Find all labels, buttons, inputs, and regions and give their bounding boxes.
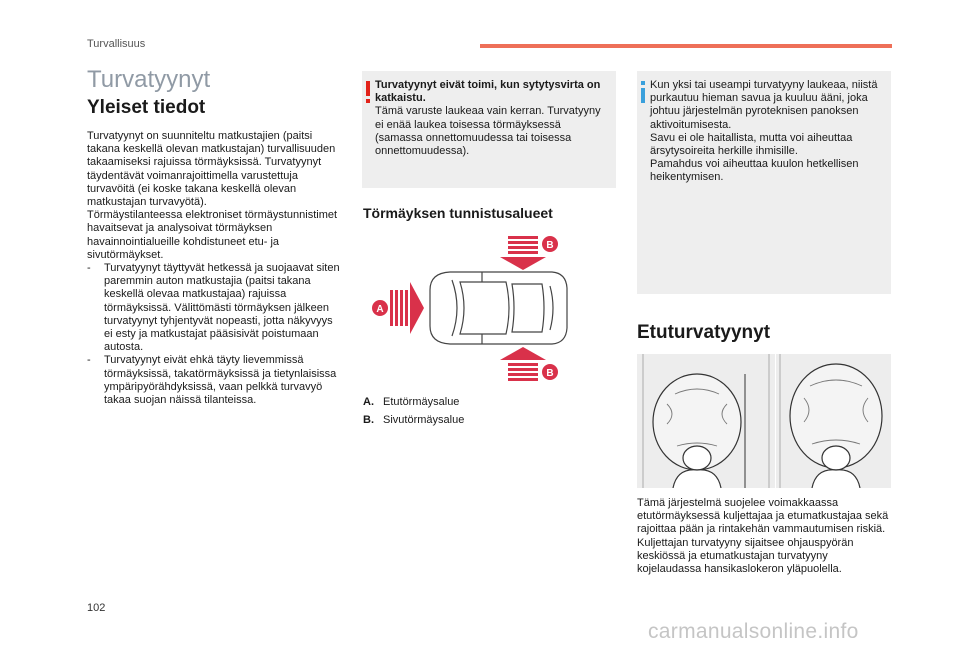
warning-body: Tämä varuste laukeaa vain kerran. Turvatyyny ei enää laukea toisessa törmäyksessä (samassa onnettomuudessa tai toisessa onnettomuudessa).: [375, 105, 601, 158]
general-bullet-1: [87, 262, 342, 354]
warning-bold: Turvatyynyt eivät toimi, kun sytytysvirta on katkaistu.: [375, 79, 601, 105]
zones-heading: Törmäyksen tunnistusalueet: [363, 205, 553, 221]
general-heading: Yleiset tiedot: [87, 97, 206, 118]
section-label: Turvallisuus: [87, 38, 146, 50]
bullet-text: Turvatyynyt eivät ehkä täyty lievemmissä törmäyksissä, takatörmäyksissä ja tietynlaisissa ympäripyörähdyksissä, vaan pelkkä turvavyö takaa suojan näissä tilanteissa.: [104, 354, 337, 407]
info-text-2: Savu ei ole haitallista, mutta voi aiheuttaa ärsytysoireita herkille ihmisille.: [650, 131, 853, 158]
general-paragraph-2: Törmäystilanteessa elektroniset törmäystunnistimet havaitsevat ja analysoivat törmäyksen havainnointialueille kohdistuneet etu- ja sivutörmäykset.: [87, 209, 338, 261]
exclamation-icon: [364, 81, 372, 103]
info-text-3: Pamahdus voi aiheuttaa kuulon hetkellisen heikentymisen.: [650, 158, 859, 184]
general-paragraph-1: Turvatyynyt on suunniteltu matkustajien (paitsi takana keskellä olevan matkustajan) turvallisuuden takaamiseksi rajuissa törmäyksissä. Turvatyynyt täydentävät voimanrajoittimella varustettuja turvavöitä (ei koske takana keskellä olevan matkustajan turvavyötä).: [87, 130, 336, 209]
warning-text: [375, 79, 611, 158]
general-body: [87, 130, 342, 407]
legend-key: A.: [363, 396, 374, 408]
marker-b-top: [542, 236, 558, 252]
info-text-1: Kun yksi tai useampi turvatyyny laukeaa, niistä purkautuu hieman savua ja kuuluu ääni, joka johtuu järjestelmän pyroteknisen panoksen aktivoitumisesta.: [650, 79, 878, 131]
marker-a: [372, 300, 388, 316]
legend-label: Sivutörmäysalue: [383, 414, 465, 426]
legend-item-a: [363, 396, 459, 408]
passenger-airbag-illustration: [776, 354, 891, 488]
side-zone-top: [500, 236, 546, 270]
collision-zones-diagram: [370, 228, 570, 390]
legend-label: Etutörmäysalue: [383, 396, 460, 408]
warning-box: [362, 71, 616, 188]
header-rule: [480, 44, 892, 48]
page-number: 102: [87, 602, 106, 614]
front-body: [637, 497, 895, 576]
legend-key: B.: [363, 414, 374, 426]
info-box: [637, 71, 891, 294]
page-title: Turvatyynyt: [87, 66, 211, 93]
legend-item-b: [363, 414, 464, 426]
marker-b-bottom: [542, 364, 558, 380]
bullet-dash: -: [87, 354, 91, 367]
side-zone-bottom: [500, 347, 546, 381]
front-text-1: Tämä järjestelmä suojelee voimakkaassa etutörmäyksessä kuljettajaa ja etumatkustajaa sekä rajoittaa pään ja rintakehän vammautumisen riskiä.: [637, 497, 889, 536]
front-text-2: Kuljettajan turvatyyny sijaitsee ohjauspyörän keskiössä ja etumatkustajan turvatyyny kojelaudassa hansikaslokeron yläpuolella.: [637, 536, 854, 576]
info-icon: [639, 81, 647, 103]
driver-airbag-illustration: [637, 354, 775, 488]
marker-a-label: A: [376, 304, 384, 315]
marker-b-label: B: [546, 240, 554, 251]
general-bullet-2: [87, 354, 342, 407]
front-zone: [390, 282, 424, 334]
bullet-dash: -: [87, 262, 91, 275]
car-top-view: [430, 272, 567, 344]
watermark: carmanualsonline.info: [648, 620, 859, 643]
front-heading: Etuturvatyynyt: [637, 322, 771, 343]
info-text: [650, 79, 886, 185]
marker-b-label: B: [546, 368, 554, 379]
bullet-text: Turvatyynyt täyttyvät hetkessä ja suojaavat siten paremmin auton matkustajia (paitsi takana keskellä olevaa matkustajaa) rajuissa törmäyksissä. Välittömästi törmäyksen jälkeen turvatyynyt tyhjentyvät nopeasti, jotta näkyvyys ei esty ja matkustajat pääsisivät poistumaan autosta.: [104, 262, 340, 354]
